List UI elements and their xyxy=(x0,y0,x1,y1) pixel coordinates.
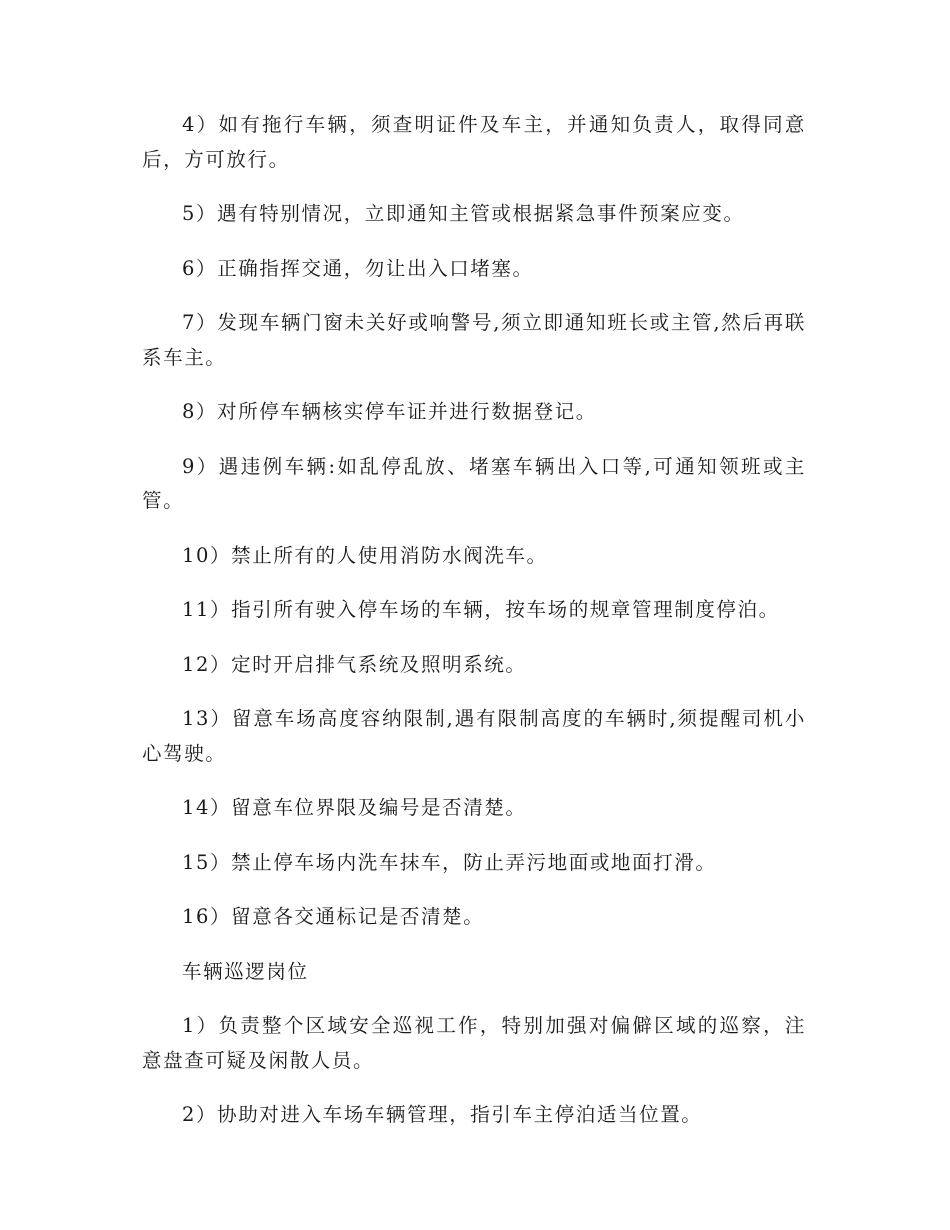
paragraph-item-13: 13）留意车场高度容纳限制,遇有限制高度的车辆时,须提醒司机小心驾驶。 xyxy=(142,707,806,765)
paragraph-item-11: 11）指引所有驶入停车场的车辆，按车场的规章管理制度停泊。 xyxy=(182,598,780,621)
document-body xyxy=(142,108,806,1153)
paragraph-item-7: 7）发现车辆门窗未关好或响警号,须立即通知班长或主管,然后再联系车主。 xyxy=(142,311,806,369)
paragraph-item-16: 16）留意各交通标记是否清楚。 xyxy=(182,905,485,928)
paragraph-item-6: 6）正确指挥交通，勿让出入口堵塞。 xyxy=(182,256,534,280)
paragraph-item-15: 15）禁止停车场内洗车抹车，防止弄污地面或地面打滑。 xyxy=(182,850,717,874)
paragraph-item-patrol-1: 1）负责整个区域安全巡视工作，特别加强对偏僻区域的巡察，注意盘查可疑及闲散人员。 xyxy=(142,1014,806,1072)
paragraph-item-9: 9）遇违例车辆:如乱停乱放、堵塞车辆出入口等,可通知领班或主管。 xyxy=(142,454,806,512)
paragraph-item-8: 8）对所停车辆核实停车证并进行数据登记。 xyxy=(182,400,597,423)
paragraph-item-patrol-2: 2）协助对进入车场车辆管理，指引车主停泊适当位置。 xyxy=(182,1103,703,1126)
paragraph-item-5: 5）遇有特别情况，立即通知主管或根据紧急事件预案应变。 xyxy=(182,202,745,225)
section-heading: 车辆巡逻岗位 xyxy=(182,959,309,983)
paragraph-item-10: 10）禁止所有的人使用消防水阀洗车。 xyxy=(182,543,548,567)
paragraph-item-4: 4）如有拖行车辆，须查明证件及车主，并通知负责人，取得同意后，方可放行。 xyxy=(142,113,806,171)
paragraph-item-14: 14）留意车位界限及编号是否清楚。 xyxy=(182,796,527,819)
paragraph-item-12: 12）定时开启排气系统及照明系统。 xyxy=(182,652,527,676)
